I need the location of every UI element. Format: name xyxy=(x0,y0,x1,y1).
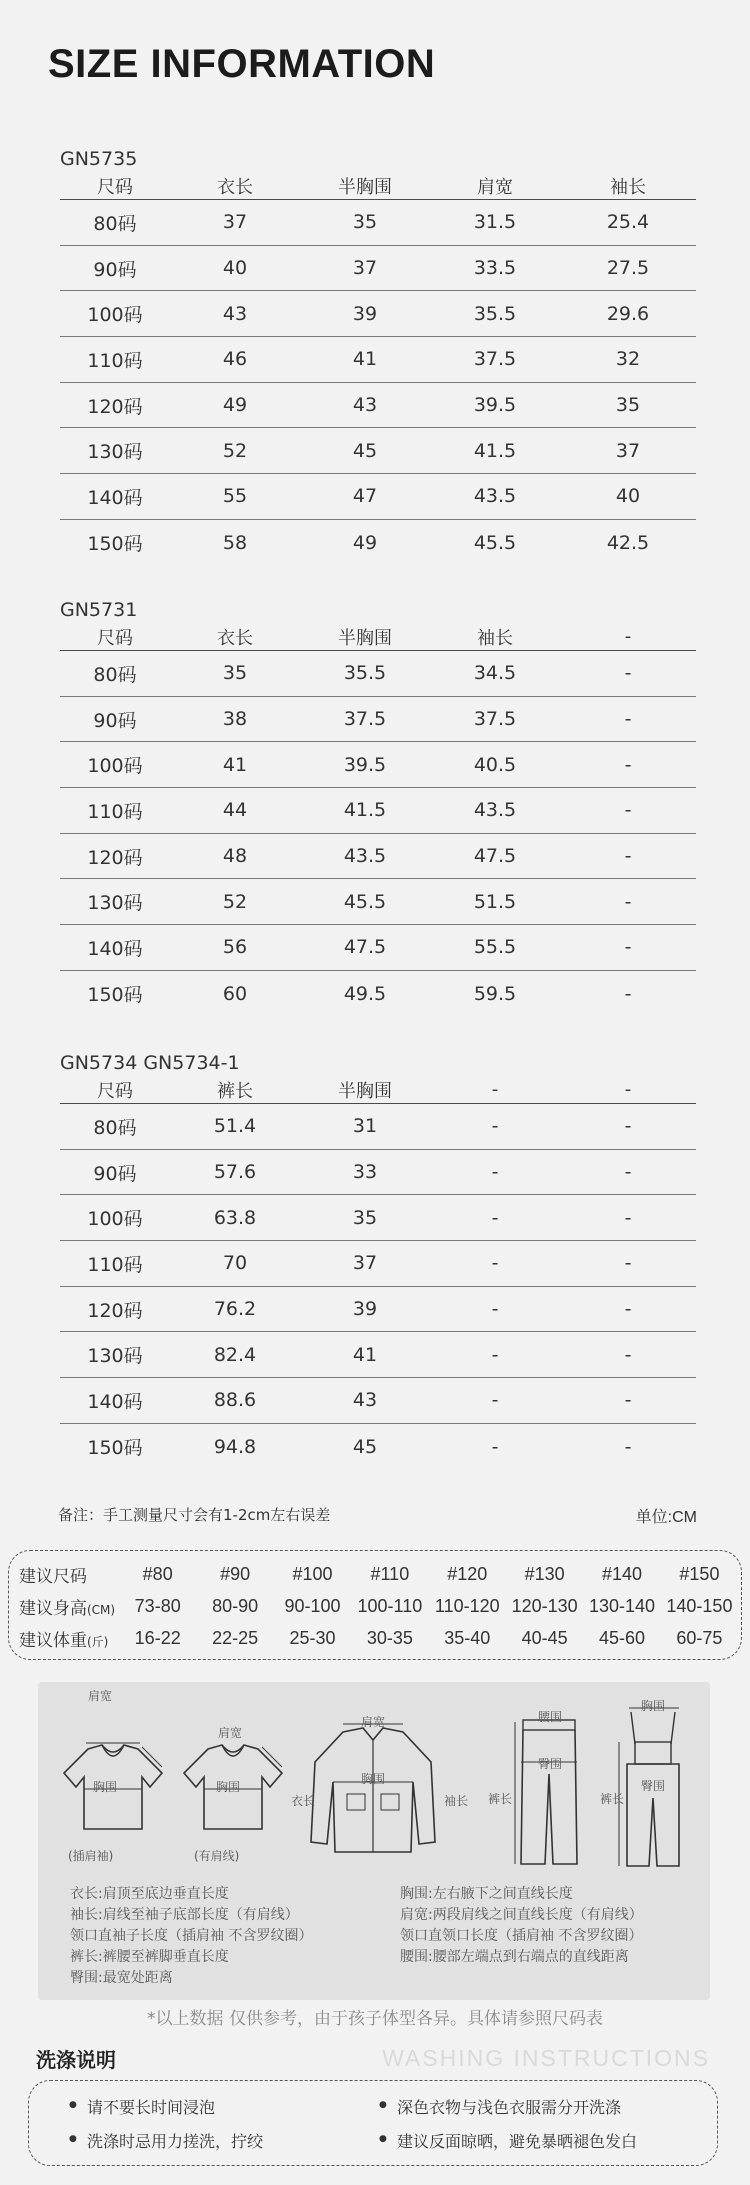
table-cell: 39 xyxy=(352,302,378,325)
table-cell: 76.2 xyxy=(213,1298,257,1321)
recommend-height-value: 73-80 xyxy=(134,1595,181,1616)
table-cell: 46 xyxy=(222,348,248,371)
table-cell: - xyxy=(624,1389,632,1412)
table-cell: - xyxy=(624,1206,632,1229)
table-cell: 39.5 xyxy=(343,753,387,776)
table-cell: 94.8 xyxy=(213,1435,257,1458)
table-cell: - xyxy=(491,1206,499,1229)
table-cell: 33 xyxy=(352,1161,378,1184)
table-row xyxy=(60,383,696,429)
table-cell: 34.5 xyxy=(473,662,517,685)
recommend-size-value: #120 xyxy=(447,1563,488,1584)
table-cell: - xyxy=(491,1115,499,1138)
table-cell: 49 xyxy=(352,531,378,554)
table-cell: 40.5 xyxy=(473,753,517,776)
legend-line: 肩宽:两段肩线之间直线长度（有肩线） xyxy=(400,1907,643,1923)
table-row xyxy=(60,1150,696,1196)
table-cell: 55 xyxy=(222,485,248,508)
table-row xyxy=(60,971,696,1017)
table-cell: 60 xyxy=(222,982,248,1005)
table-cell: 52 xyxy=(222,890,248,913)
table-cell: 41 xyxy=(352,348,378,371)
unit-label: 单位:CM xyxy=(635,1509,697,1526)
table-cell: 90码 xyxy=(93,258,137,281)
table-cell: 88.6 xyxy=(213,1389,257,1412)
jacket-chest-label: 胸围 xyxy=(361,1772,386,1786)
table-cell: 150码 xyxy=(87,1437,143,1460)
table-cell: 140码 xyxy=(87,1390,143,1413)
table-cell: 120码 xyxy=(87,846,143,869)
height-unit: (CM) xyxy=(87,1602,116,1617)
table-cell: 45.5 xyxy=(473,531,517,554)
table-cell: 35.5 xyxy=(343,662,387,685)
header-cell: - xyxy=(624,626,632,647)
table-cell: 90码 xyxy=(93,1162,137,1185)
table-cell: 39 xyxy=(352,1298,378,1321)
recommend-box xyxy=(8,1550,742,1660)
table-cell: - xyxy=(624,753,632,776)
table-cell: - xyxy=(624,708,632,731)
recommend-weight-value: 30-35 xyxy=(366,1627,413,1648)
table-cell: - xyxy=(624,982,632,1005)
header-cell: 尺码 xyxy=(97,1080,133,1102)
table-cell: 150码 xyxy=(87,533,143,556)
table-cell: 31.5 xyxy=(473,211,517,234)
pants-hip-label: 臀围 xyxy=(538,1757,563,1771)
table-cell: 40 xyxy=(222,257,248,280)
table-row xyxy=(60,1241,696,1287)
recommend-height-value: 90-100 xyxy=(284,1595,341,1616)
header-cell: 半胸围 xyxy=(338,627,392,649)
measurement-diagram xyxy=(38,1682,710,2000)
table-row xyxy=(60,1287,696,1333)
table-cell: 100码 xyxy=(87,755,143,778)
table-cell: 29.6 xyxy=(606,302,650,325)
table-cell: 58 xyxy=(222,531,248,554)
table-code: GN5735 xyxy=(60,148,138,170)
table-row xyxy=(60,246,696,292)
table-code: GN5734 GN5734-1 xyxy=(60,1052,240,1074)
header-cell: 袖长 xyxy=(477,627,513,649)
table-cell: 80码 xyxy=(93,1116,137,1139)
table-cell: 59.5 xyxy=(473,982,517,1005)
legend-line: 腰围:腰部左端点到右端点的直线距离 xyxy=(400,1949,629,1965)
legend-line: 臀围:最宽处距离 xyxy=(70,1970,173,1986)
recommend-weight-value: 16-22 xyxy=(134,1627,181,1648)
table-cell: - xyxy=(624,1298,632,1321)
table-row xyxy=(60,337,696,383)
weight-unit: (斤) xyxy=(87,1634,109,1649)
legend-line: 衣长:肩顶至底边垂直长度 xyxy=(70,1886,229,1902)
table-cell: 57.6 xyxy=(213,1161,257,1184)
table-cell: 55.5 xyxy=(473,936,517,959)
overalls-hip-label: 臀围 xyxy=(641,1779,666,1793)
table-cell: 37 xyxy=(352,257,378,280)
header-cell: 尺码 xyxy=(97,627,133,649)
jacket-sleeve-label: 袖长 xyxy=(444,1794,469,1808)
table-cell: - xyxy=(624,1343,632,1366)
header-cell: 半胸围 xyxy=(338,1080,392,1102)
table-cell: 32 xyxy=(615,348,641,371)
table-row xyxy=(60,742,696,788)
table-cell: - xyxy=(491,1435,499,1458)
table-cell: 130码 xyxy=(87,1345,143,1368)
table-cell: 41.5 xyxy=(343,799,387,822)
table-row xyxy=(60,925,696,971)
table-row xyxy=(60,788,696,834)
table-cell: - xyxy=(491,1252,499,1275)
table-cell: - xyxy=(624,845,632,868)
table-cell: - xyxy=(624,1115,632,1138)
recommend-size-row xyxy=(9,1559,741,1589)
table-cell: 82.4 xyxy=(213,1343,257,1366)
table-cell: 47.5 xyxy=(473,845,517,868)
recommend-weight-value: 60-75 xyxy=(676,1627,723,1648)
measurement-note: 备注：手工测量尺寸会有1-2cm左右误差 xyxy=(58,1506,331,1524)
header-cell: 半胸围 xyxy=(338,176,392,198)
table-cell: 41.5 xyxy=(473,439,517,462)
recommend-height-label xyxy=(9,1594,119,1619)
table-cell: - xyxy=(624,1161,632,1184)
header-cell: 衣长 xyxy=(217,627,253,649)
table-header xyxy=(60,172,696,200)
table-cell: 25.4 xyxy=(606,211,650,234)
recommend-height-value: 110-120 xyxy=(434,1595,500,1616)
table-row xyxy=(60,1195,696,1241)
tee2-shoulder-label: 肩宽 xyxy=(218,1726,243,1740)
table-cell: 35.5 xyxy=(473,302,517,325)
table-cell: - xyxy=(624,890,632,913)
table-cell: 37 xyxy=(222,211,248,234)
jacket-shoulder-label: 肩宽 xyxy=(361,1715,386,1729)
table-row xyxy=(60,474,696,520)
recommend-height-value: 100-110 xyxy=(357,1595,423,1616)
table-row xyxy=(60,697,696,743)
table-cell: 43 xyxy=(222,302,248,325)
table-row xyxy=(60,1332,696,1378)
table-cell: 49.5 xyxy=(343,982,387,1005)
table-cell: 33.5 xyxy=(473,257,517,280)
pants-figure xyxy=(513,1714,593,1869)
table-cell: 140码 xyxy=(87,486,143,509)
table-cell: 110码 xyxy=(87,1253,143,1276)
table-cell: 43.5 xyxy=(473,799,517,822)
table-cell: 43.5 xyxy=(343,845,387,868)
recommend-size-label: 建议尺码 xyxy=(19,1566,87,1587)
jacket-length-label: 衣长 xyxy=(291,1794,316,1808)
legend-line: 领口直领口长度（插肩袖 不含罗纹圈） xyxy=(400,1928,643,1944)
table-cell: 37.5 xyxy=(473,348,517,371)
legend-line: 裤长:裤腰至裤脚垂直长度 xyxy=(70,1949,229,1965)
table-cell: 110码 xyxy=(87,800,143,823)
table-row xyxy=(60,1424,696,1470)
table-cell: 37 xyxy=(615,439,641,462)
table-cell: - xyxy=(624,1252,632,1275)
legend-line: 袖长:肩线至袖子底部长度（有肩线） xyxy=(70,1907,299,1923)
table-cell: 120码 xyxy=(87,1299,143,1322)
table-cell: - xyxy=(624,936,632,959)
table-row xyxy=(60,291,696,337)
table-row xyxy=(60,651,696,697)
tee1-caption: (插肩袖) xyxy=(68,1849,114,1863)
recommend-height-value: 140-150 xyxy=(666,1595,733,1616)
table-cell: 70 xyxy=(222,1252,248,1275)
header-cell: 衣长 xyxy=(217,176,253,198)
wash-item: ● 请不要长时间浸泡 xyxy=(87,2095,215,2118)
table-cell: 110码 xyxy=(87,349,143,372)
header-cell: 尺码 xyxy=(97,176,133,198)
recommend-weight-value: 25-30 xyxy=(289,1627,336,1648)
header-cell: - xyxy=(491,1079,499,1100)
tee1-chest-label: 胸围 xyxy=(93,1780,118,1794)
legend-left xyxy=(70,1884,312,1989)
table-cell: 100码 xyxy=(87,1208,143,1231)
table-cell: 42.5 xyxy=(606,531,650,554)
pants-waist-label: 腰围 xyxy=(538,1710,563,1724)
table-row xyxy=(60,520,696,566)
size-table-gn5734 xyxy=(60,1050,696,1470)
table-cell: 40 xyxy=(615,485,641,508)
table-row xyxy=(60,834,696,880)
table-cell: 130码 xyxy=(87,892,143,915)
overalls-chest-label: 胸围 xyxy=(641,1699,666,1713)
table-cell: 56 xyxy=(222,936,248,959)
table-cell: - xyxy=(624,799,632,822)
table-cell: 43.5 xyxy=(473,485,517,508)
table-cell: 130码 xyxy=(87,441,143,464)
jacket-figure xyxy=(303,1722,443,1862)
table-cell: 44 xyxy=(222,799,248,822)
table-cell: 80码 xyxy=(93,212,137,235)
table-cell: 63.8 xyxy=(213,1206,257,1229)
recommend-weight-value: 45-60 xyxy=(599,1627,646,1648)
table-cell: 41 xyxy=(222,753,248,776)
recommend-size-value: #140 xyxy=(602,1563,643,1584)
table-cell: 45 xyxy=(352,1435,378,1458)
wash-box xyxy=(28,2080,718,2166)
recommend-size-value: #80 xyxy=(142,1563,173,1584)
table-code: GN5731 xyxy=(60,599,138,621)
table-cell: 51.4 xyxy=(213,1115,257,1138)
table-cell: 39.5 xyxy=(473,394,517,417)
table-cell: 41 xyxy=(352,1343,378,1366)
table-cell: 37.5 xyxy=(343,708,387,731)
weight-label-text: 建议体重 xyxy=(19,1630,87,1651)
header-cell: - xyxy=(624,1079,632,1100)
table-cell: - xyxy=(491,1389,499,1412)
table-row xyxy=(60,428,696,474)
table-cell: 120码 xyxy=(87,395,143,418)
table-cell: 150码 xyxy=(87,984,143,1007)
table-cell: 80码 xyxy=(93,663,137,686)
table-cell: 48 xyxy=(222,845,248,868)
header-cell: 裤长 xyxy=(217,1080,253,1102)
tee2-caption: (有肩线) xyxy=(194,1849,240,1863)
table-cell: 35 xyxy=(615,394,641,417)
page-title: SIZE INFORMATION xyxy=(48,42,436,86)
table-cell: - xyxy=(491,1343,499,1366)
size-table-gn5731 xyxy=(60,597,696,1017)
recommend-size-value: #110 xyxy=(370,1563,410,1584)
recommend-weight-row xyxy=(9,1623,741,1653)
recommend-size-value: #90 xyxy=(220,1563,251,1584)
legend-line: 领口直袖子长度（插肩袖 不含罗纹圈） xyxy=(70,1928,313,1944)
table-cell: 35 xyxy=(352,1206,378,1229)
table-cell: 52 xyxy=(222,439,248,462)
recommend-height-value: 130-140 xyxy=(589,1595,656,1616)
overalls-length-label: 裤长 xyxy=(600,1792,625,1806)
table-cell: - xyxy=(624,662,632,685)
table-cell: 51.5 xyxy=(473,890,517,913)
table-row xyxy=(60,879,696,925)
table-cell: 27.5 xyxy=(606,257,650,280)
wash-item: ● 深色衣物与浅色衣服需分开洗涤 xyxy=(397,2095,621,2118)
recommend-size-value: #100 xyxy=(292,1563,333,1584)
header-cell: 肩宽 xyxy=(477,176,513,198)
table-cell: 45 xyxy=(352,439,378,462)
table-cell: 37.5 xyxy=(473,708,517,731)
table-cell: 90码 xyxy=(93,709,137,732)
wash-title-en: WASHING INSTRUCTIONS xyxy=(382,2045,710,2071)
pants-length-label: 裤长 xyxy=(488,1792,513,1806)
table-cell: 140码 xyxy=(87,937,143,960)
recommend-height-value: 120-130 xyxy=(511,1595,578,1616)
table-cell: 35 xyxy=(222,662,248,685)
wash-item: ● 洗涤时忌用力搓洗，拧绞 xyxy=(87,2129,263,2152)
wash-item: ● 建议反面晾晒，避免暴晒褪色发白 xyxy=(397,2129,637,2152)
table-row xyxy=(60,1104,696,1150)
size-table-gn5735 xyxy=(60,146,696,566)
recommend-size-value: #150 xyxy=(679,1563,720,1584)
legend-line: 胸围:左右腋下之间直线长度 xyxy=(400,1886,573,1902)
table-row xyxy=(60,200,696,246)
table-header xyxy=(60,623,696,651)
table-cell: 47.5 xyxy=(343,936,387,959)
recommend-weight-value: 40-45 xyxy=(521,1627,568,1648)
table-cell: 49 xyxy=(222,394,248,417)
table-cell: - xyxy=(491,1161,499,1184)
table-cell: 31 xyxy=(352,1115,378,1138)
table-cell: 35 xyxy=(352,211,378,234)
table-cell: 38 xyxy=(222,708,248,731)
recommend-weight-value: 35-40 xyxy=(444,1627,491,1648)
table-cell: - xyxy=(491,1298,499,1321)
recommend-size-value: #130 xyxy=(524,1563,565,1584)
table-row xyxy=(60,1378,696,1424)
height-label-text: 建议身高 xyxy=(19,1598,87,1619)
table-cell: 100码 xyxy=(87,304,143,327)
table-cell: 47 xyxy=(352,485,378,508)
table-cell: 43 xyxy=(352,394,378,417)
table-cell: 37 xyxy=(352,1252,378,1275)
header-cell: 袖长 xyxy=(610,176,646,198)
table-cell: - xyxy=(624,1435,632,1458)
recommend-weight-value: 22-25 xyxy=(212,1627,259,1648)
table-cell: 43 xyxy=(352,1389,378,1412)
tee2-chest-label: 胸围 xyxy=(216,1780,241,1794)
recommend-height-row xyxy=(9,1591,741,1621)
table-header xyxy=(60,1076,696,1104)
tee1-shoulder-label: 肩宽 xyxy=(88,1689,113,1703)
recommend-weight-label xyxy=(9,1626,119,1651)
legend-right xyxy=(400,1884,643,1968)
table-cell: 45.5 xyxy=(343,890,387,913)
disclaimer: *以上数据 仅供参考，由于孩子体型各异。具体请参照尺码表 xyxy=(147,2009,603,2029)
recommend-height-value: 80-90 xyxy=(212,1595,259,1616)
wash-title: 洗涤说明 xyxy=(36,2048,116,2072)
